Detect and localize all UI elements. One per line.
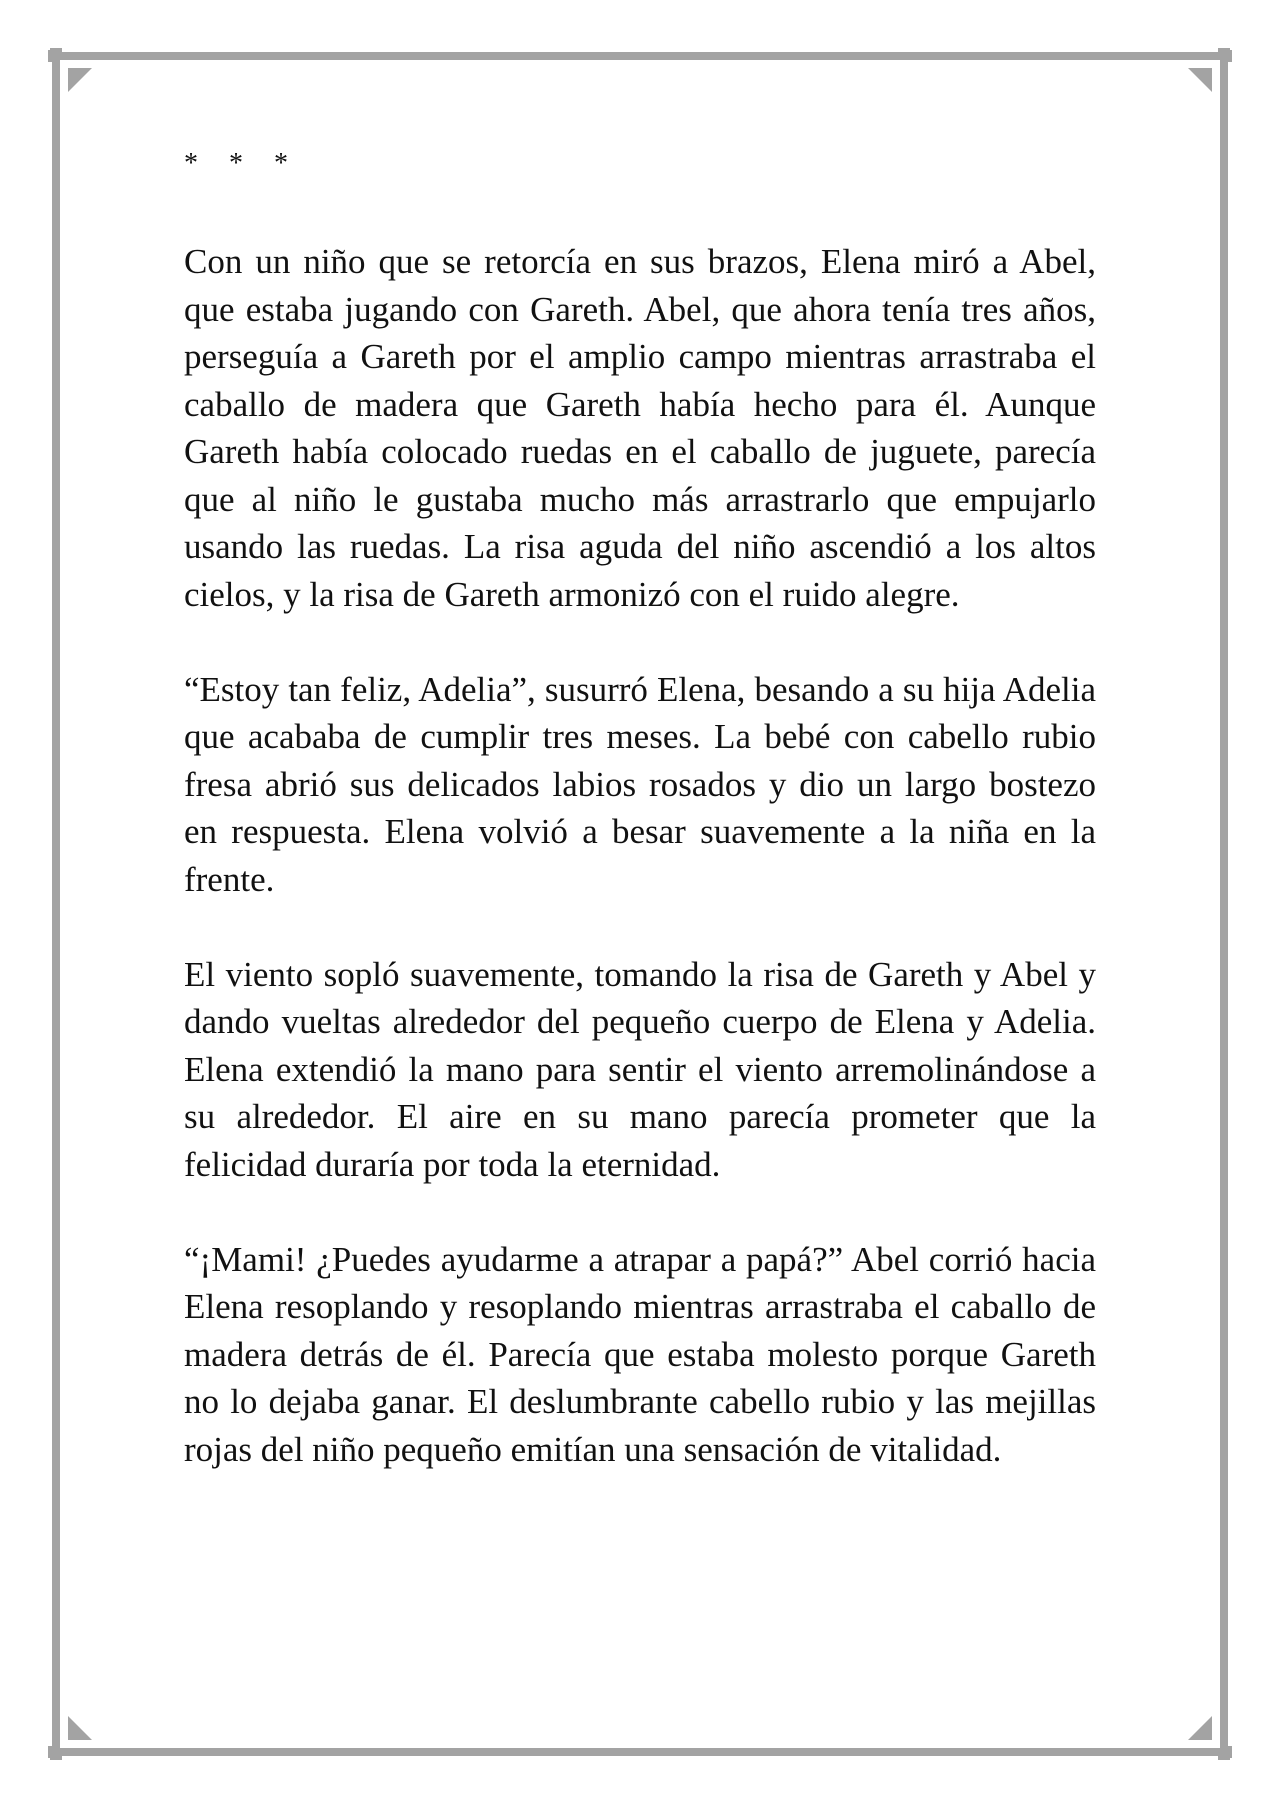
paragraph: “Estoy tan feliz, Adelia”, susurró Elena, besando a su hija Adelia que acababa de cumplir tres meses. La bebé con cabello rubio fresa abrió sus delicados labios rosados y dio un largo bostezo en respuesta. Elena volvió a besar suavemente a la niña en la frente. xyxy=(184,669,1096,899)
scene-break: * * * xyxy=(184,148,300,179)
paragraph: Con un niño que se retorcía en sus brazos, Elena miró a Abel, que estaba jugando con Gareth. Abel, que ahora tenía tres años, perseguía a Gareth por el amplio campo mientras arrastraba el caballo de madera que Gareth había hecho para él. Aunque Gareth había colocado ruedas en el caballo de juguete, parecía que al niño le gustaba mucho más arrastrarlo que empujarlo usando las ruedas. La risa aguda del niño ascendió a los altos cielos, y la risa de Gareth armonizó con el ruido alegre. xyxy=(184,242,1096,614)
paragraph: “¡Mami! ¿Puedes ayudarme a atrapar a papá?” Abel corrió hacia Elena resoplando y resoplando mientras arrastraba el caballo de madera detrás de él. Parecía que estaba molesto porque Gareth no lo dejaba ganar. El deslumbrante cabello rubio y las mejillas rojas del niño pequeño emitían una sensación de vitalidad. xyxy=(184,1239,1096,1469)
page-text xyxy=(184,146,1096,1521)
paragraph: El viento sopló suavemente, tomando la risa de Gareth y Abel y dando vueltas alrededor del pequeño cuerpo de Elena y Adelia. Elena extendió la mano para sentir el viento arremolinándose a su alrededor. El aire en su mano parecía prometer que la felicidad duraría por toda la eternidad. xyxy=(184,954,1096,1184)
